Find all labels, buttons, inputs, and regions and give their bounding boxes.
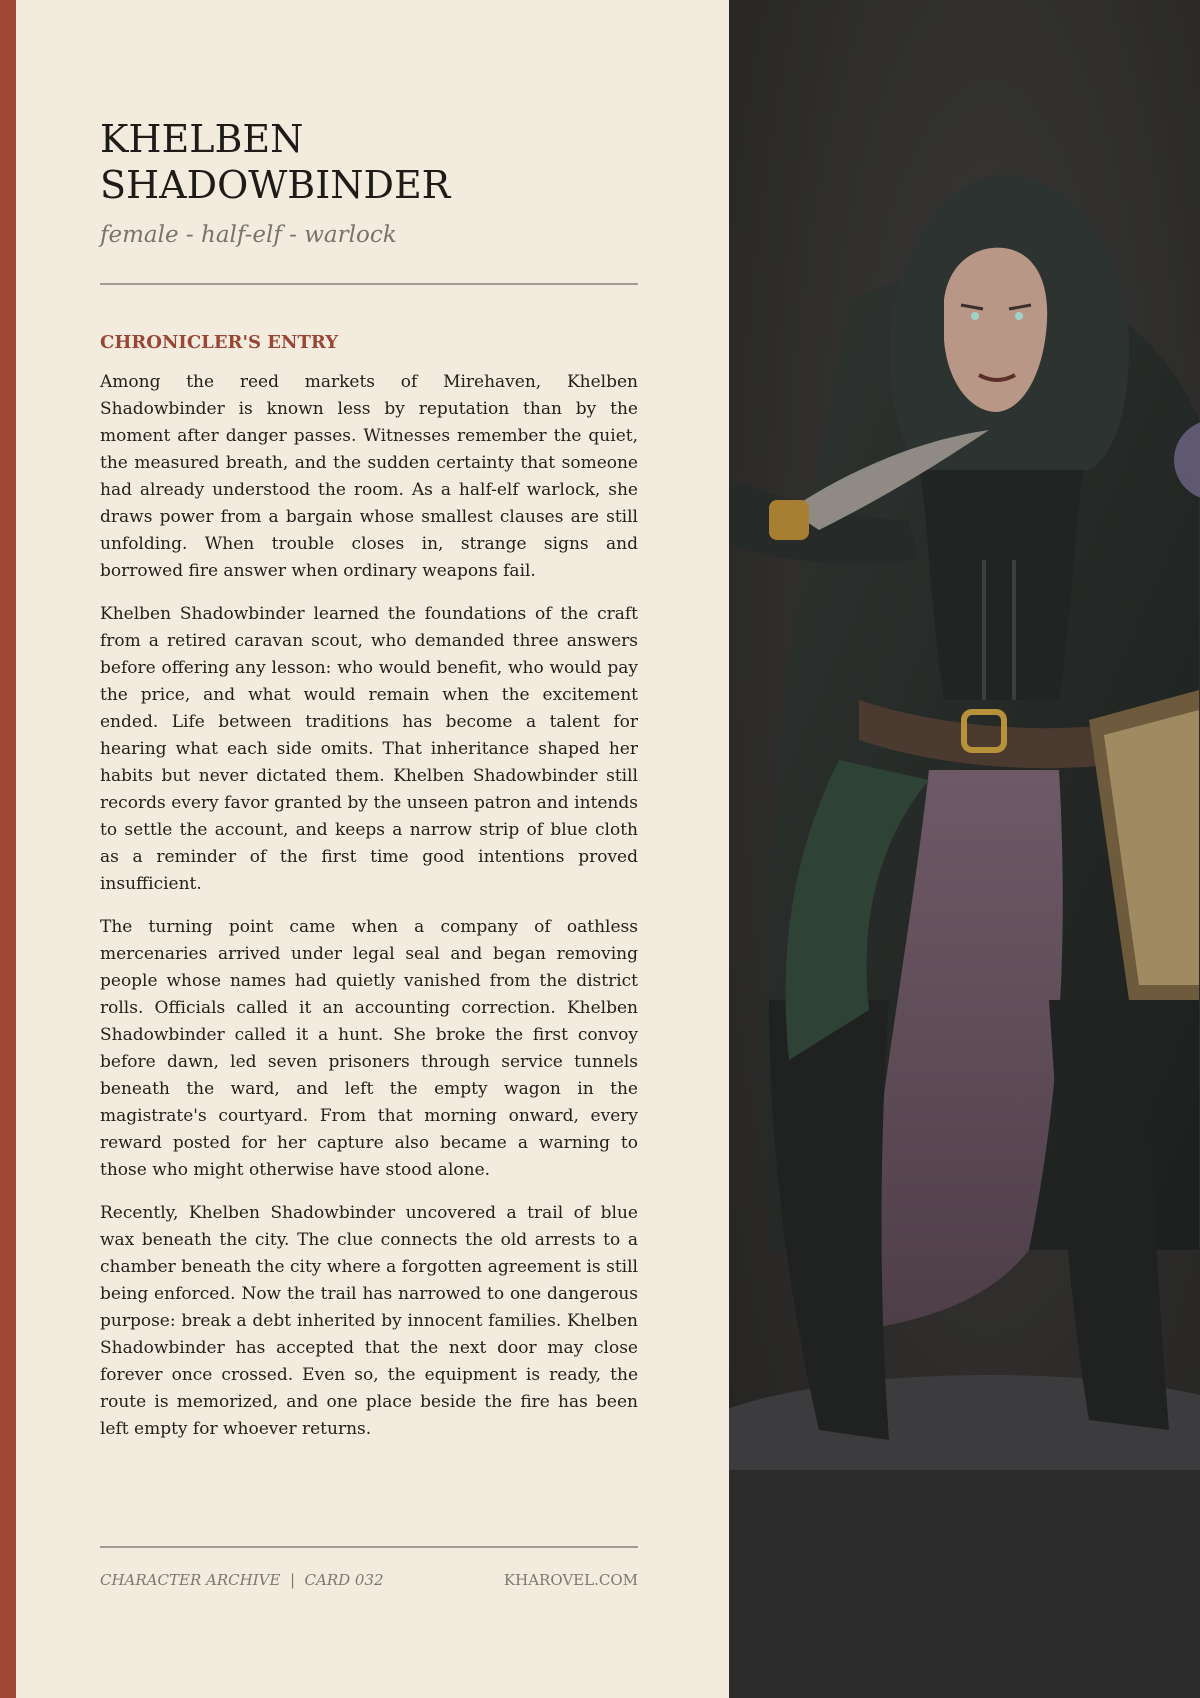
section-heading: CHRONICLER'S ENTRY bbox=[100, 332, 339, 353]
chronicle-paragraph: The turning point came when a company of oathless mercenaries arrived under legal seal and began removing people whose names had quietly vanished from the district rolls. Officials called it an accounting correction. Khelben Shadowbinder called it a hunt. She broke the first convoy before dawn, led seven prisoners through service tunnels beneath the ward, and left the empty wagon in the magistrate's courtyard. From that morning onward, every reward posted for her capture also became a warning to those who might otherwise have stood alone. bbox=[100, 917, 638, 1180]
footer-divider bbox=[100, 1546, 638, 1548]
text-panel bbox=[16, 0, 729, 1698]
chronicle-paragraph: Khelben Shadowbinder learned the foundations of the craft from a retired caravan scout, who demanded three answers before offering any lesson: who would benefit, who would pay the price, and what would remain when the excitement ended. Life between traditions has become a talent for hearing what each side omits. That inheritance shaped her habits but never dictated them. Khelben Shadowbinder still records every favor granted by the unseen patron and intends to settle the account, and keeps a narrow strip of blue cloth as a reminder of the first time good intentions proved insufficient. bbox=[100, 604, 638, 894]
character-subtitle: female - half-elf - warlock bbox=[100, 222, 397, 248]
chronicle-paragraph: Among the reed markets of Mirehaven, Khelben Shadowbinder is known less by reputation than by the moment after danger passes. Witnesses remember the quiet, the measured breath, and the sudden certainty that someone had already understood the room. As a half-elf warlock, she draws power from a bargain whose smallest clauses are still unfolding. When trouble closes in, strange signs and borrowed fire answer when ordinary weapons fail. bbox=[100, 372, 638, 581]
character-card-content bbox=[100, 116, 638, 1459]
footer-row bbox=[100, 1570, 638, 1590]
character-name: KHELBEN SHADOWBINDER bbox=[100, 117, 451, 207]
miniature-figure-illustration bbox=[729, 0, 1200, 1698]
header-divider bbox=[100, 283, 638, 285]
character-portrait bbox=[729, 0, 1200, 1698]
chronicle-paragraph: Recently, Khelben Shadowbinder uncovered a trail of blue wax beneath the city. The clue connects the old arrests to a chamber beneath the city where a forgotten agreement is still being enforced. Now the trail has narrowed to one dangerous purpose: break a debt inherited by innocent families. Khelben Shadowbinder has accepted that the next door may close forever once crossed. Even so, the equipment is ready, the route is memorized, and one place beside the fire has been left empty for whoever returns. bbox=[100, 1203, 638, 1439]
accent-bar bbox=[0, 0, 16, 1698]
site-link[interactable]: KHAROVEL.COM bbox=[503, 1571, 638, 1589]
card-footer bbox=[100, 1546, 638, 1590]
archive-label: CHARACTER ARCHIVE | CARD 032 bbox=[100, 1571, 384, 1589]
chronicle-body bbox=[100, 369, 638, 1443]
